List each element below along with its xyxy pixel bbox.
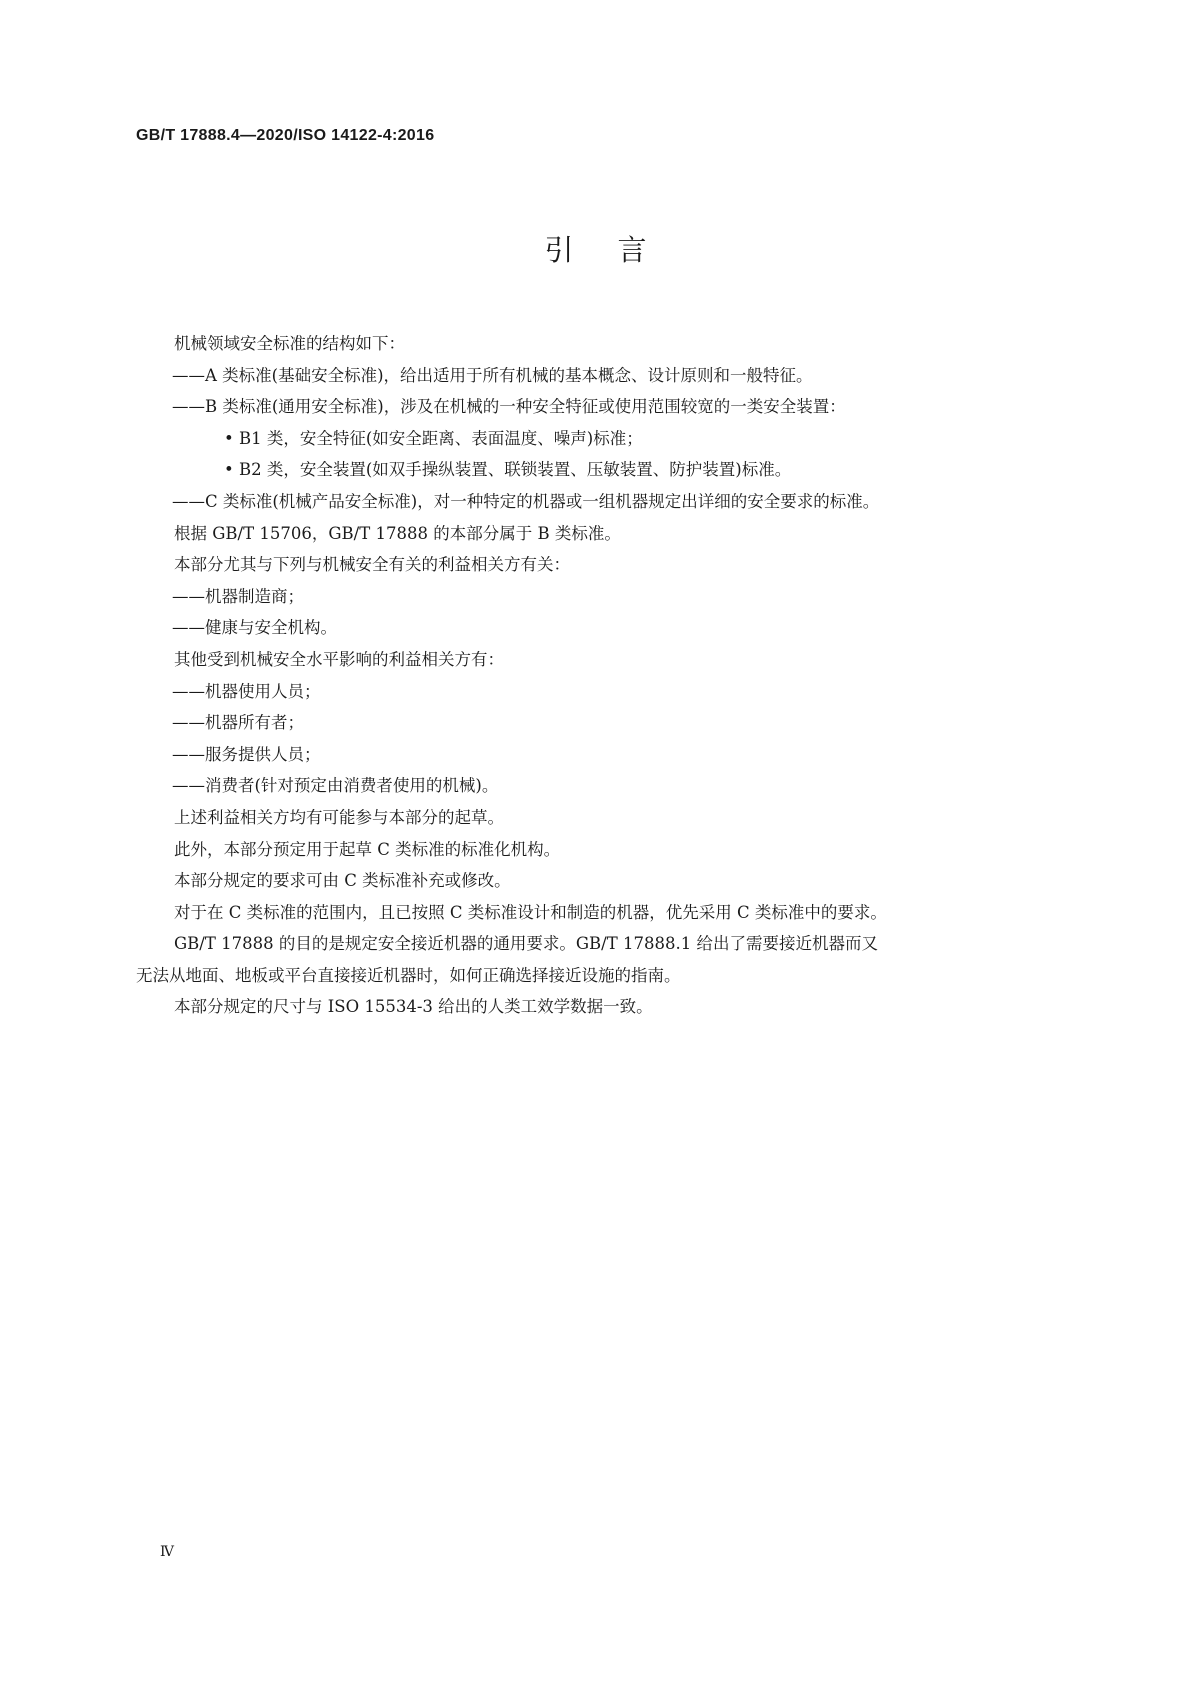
body-line: 根据 GB/T 15706，GB/T 17888 的本部分属于 B 类标准。 [174,523,621,543]
body-line: 本部分尤其与下列与机械安全有关的利益相关方有关： [174,555,570,575]
body-line: 其他受到机械安全水平影响的利益相关方有： [174,649,504,669]
body-line-dash: ——B 类标准(通用安全标准)，涉及在机械的一种安全特征或使用范围较宽的一类安全装置： [172,397,846,417]
body-line-dash: ——健康与安全机构。 [172,618,337,638]
page-number: Ⅳ [160,1544,174,1560]
body-line-bullet: • B2 类，安全装置(如双手操纵装置、联锁装置、压敏装置、防护装置)标准。 [224,460,792,480]
body-line-dash: ——A 类标准(基础安全标准)，给出适用于所有机械的基本概念、设计原则和一般特征。 [172,365,813,385]
body-line-dash: ——机器制造商； [172,586,304,606]
body-line: 机械领域安全标准的结构如下： [174,334,405,353]
body-line: 对于在 C 类标准的范围内，且已按照 C 类标准设计和制造的机器，优先采用 C 类标准中的要求。 [174,902,887,922]
body-line: GB/T 17888 的目的是规定安全接近机器的通用要求。GB/T 17888.1 给出了需要接近机器而又 [174,934,878,954]
body-line-dash: ——机器所有者； [172,713,304,733]
body-line-dash: ——服务提供人员； [172,744,321,764]
body-line: 上述利益相关方均有可能参与本部分的起草。 [174,807,504,827]
body-line-bullet: • B1 类，安全特征(如安全距离、表面温度、噪声)标准； [224,428,643,448]
body-line-dash: ——C 类标准(机械产品安全标准)，对一种特定的机器或一组机器规定出详细的安全要求的标准。 [172,491,880,511]
body-line-continuation: 无法从地面、地板或平台直接接近机器时，如何正确选择接近设施的指南。 [136,965,681,985]
body-line: 本部分规定的要求可由 C 类标准补充或修改。 [174,871,511,891]
body-line-dash: ——消费者(针对预定由消费者使用的机械)。 [172,776,499,796]
document-body [136,328,1074,1023]
body-line: 本部分规定的尺寸与 ISO 15534-3 给出的人类工效学数据一致。 [174,997,653,1017]
body-line: 此外，本部分预定用于起草 C 类标准的标准化机构。 [174,839,561,859]
page-title: 引言 [544,233,691,267]
body-line-dash: ——机器使用人员； [172,681,321,701]
standard-code-header: GB/T 17888.4—2020/ISO 14122-4:2016 [136,127,435,144]
